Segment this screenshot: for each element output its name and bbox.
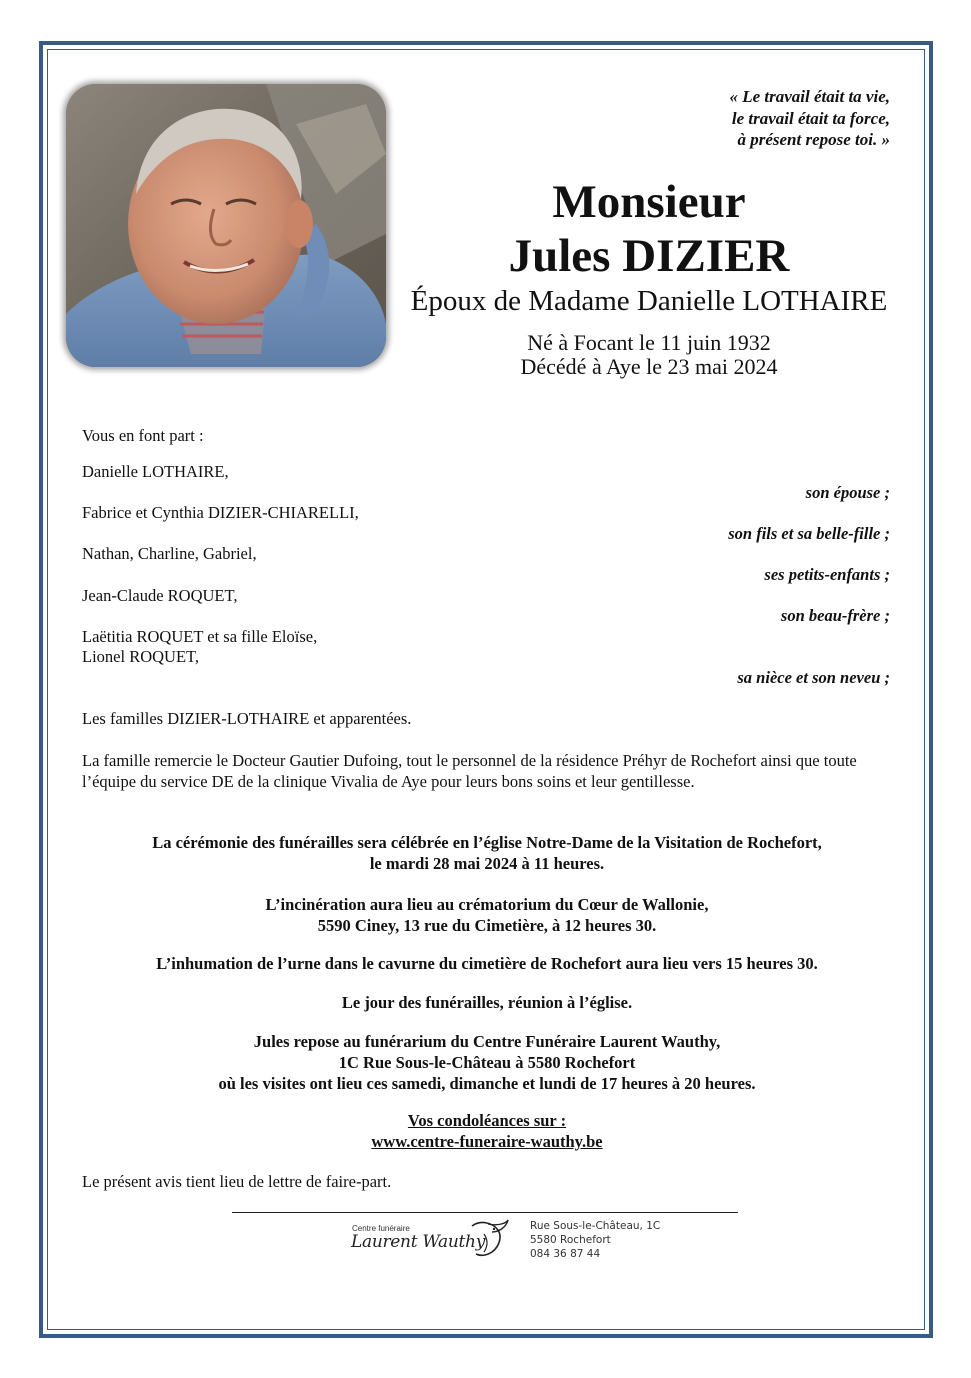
address-city: 5580 Rochefort <box>530 1234 611 1246</box>
condolences-info <box>82 1110 892 1152</box>
condolences-label: Vos condoléances sur : <box>407 1111 567 1130</box>
footer-divider <box>232 1212 738 1213</box>
quote-line-3: à présent repose toi. » <box>737 130 890 149</box>
spouse-line: Époux de Madame Danielle LOTHAIRE <box>410 285 888 317</box>
family-relation: son fils et sa belle-fille ; <box>728 524 890 543</box>
dove-logo-icon <box>466 1218 510 1260</box>
inhumation-info <box>82 953 892 974</box>
family-member-name: Laëtitia ROQUET et sa fille Eloïse, <box>82 627 318 646</box>
deceased-name: Jules DIZIER <box>508 230 790 282</box>
family-member-name: Nathan, Charline, Gabriel, <box>82 544 257 563</box>
funerarium-line-2: 1C Rue Sous-le-Château à 5580 Rochefort <box>338 1053 636 1072</box>
condolences-link[interactable]: www.centre-funeraire-wauthy.be <box>371 1132 603 1151</box>
family-relation: son épouse ; <box>805 483 890 502</box>
family-member-name: Fabrice et Cynthia DIZIER-CHIARELLI, <box>82 503 359 522</box>
family-member-name: Jean-Claude ROQUET, <box>82 586 238 605</box>
inhumation-line: L’inhumation de l’urne dans le cavurne du cimetière de Rochefort aura lieu vers 15 heures 30. <box>156 954 818 973</box>
death-line: Décédé à Aye le 23 mai 2024 <box>520 354 778 379</box>
family-relation: sa nièce et son neveu ; <box>737 668 890 687</box>
gathering-line: Le jour des funérailles, réunion à l’église. <box>341 993 633 1012</box>
portrait-photo <box>66 84 386 367</box>
cremation-info <box>82 894 892 936</box>
family-relation: son beau-frère ; <box>780 606 890 625</box>
family-member-name: Danielle LOTHAIRE, <box>82 462 229 481</box>
funerarium-line-3: où les visites ont lieu ces samedi, dimanche et lundi de 17 heures à 20 heures. <box>218 1074 756 1093</box>
cremation-line-1: L’incinération aura lieu au crématorium du Cœur de Wallonie, <box>265 895 709 914</box>
epitaph-quote <box>490 86 890 151</box>
quote-line-1: « Le travail était ta vie, <box>729 87 890 106</box>
cremation-line-2: 5590 Ciney, 13 rue du Cimetière, à 12 heures 30. <box>317 916 657 935</box>
logo-caption: Centre funéraire <box>352 1224 410 1233</box>
logo-wordmark: Laurent Wauthy <box>351 1232 486 1252</box>
funerarium-info <box>82 1031 892 1094</box>
thanks-paragraph: La famille remercie le Docteur Gautier Dufoing, tout le personnel de la résidence Préhyr de Rochefort ainsi que toute l’équipe du service DE de la clinique Vivalia de Aye pour leurs bons soins et leur gentillesse. <box>82 751 857 791</box>
funerarium-line-1: Jules repose au funérarium du Centre Funéraire Laurent Wauthy, <box>253 1032 721 1051</box>
address-street: Rue Sous-le-Château, 1C <box>530 1220 661 1232</box>
gathering-info <box>82 992 892 1013</box>
deceased-civility: Monsieur <box>552 176 746 228</box>
address-phone: 084 36 87 44 <box>530 1248 601 1260</box>
funeral-line-1: La cérémonie des funérailles sera célébrée en l’église Notre-Dame de la Visitation de Rochefort, <box>152 833 822 852</box>
family-member-name: Lionel ROQUET, <box>82 647 200 666</box>
quote-line-2: le travail était ta force, <box>731 108 890 128</box>
intro-text: Vous en font part : <box>82 426 204 445</box>
funeral-info <box>82 832 892 874</box>
families-line: Les familles DIZIER-LOTHAIRE et apparentées. <box>82 709 412 728</box>
closing-note: Le présent avis tient lieu de lettre de faire-part. <box>82 1172 392 1191</box>
birth-line: Né à Focant le 11 juin 1932 <box>527 330 771 355</box>
family-relation: ses petits-enfants ; <box>764 565 890 584</box>
funeral-line-2: le mardi 28 mai 2024 à 11 heures. <box>369 854 605 873</box>
